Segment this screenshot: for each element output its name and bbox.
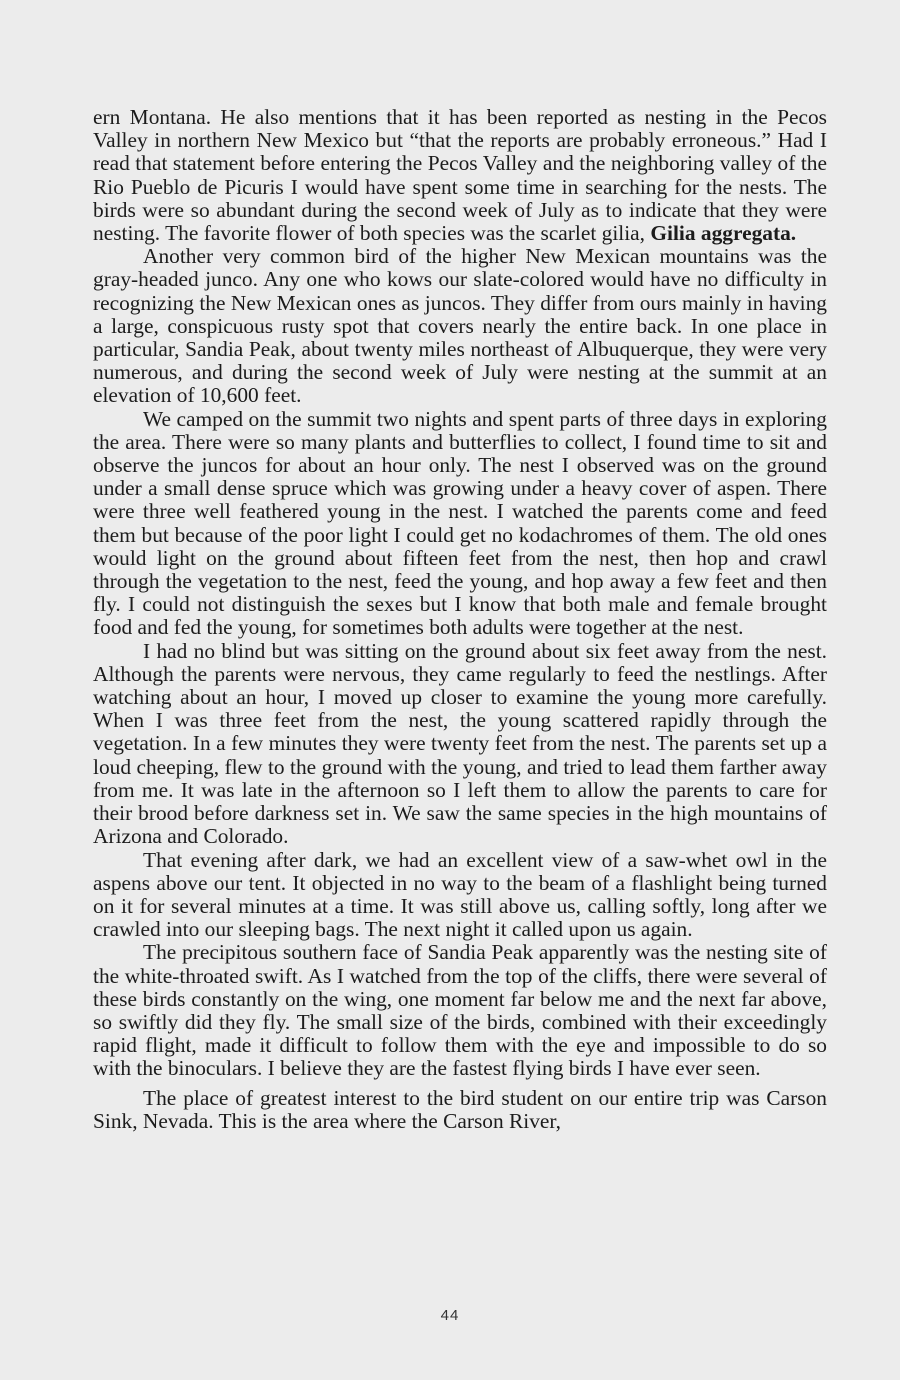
paragraph-6: The precipitous southern face of Sandia Peak apparently was the nesting site of the white-throated swift. As I watched from the top of the cliffs, there were several of these birds constantly on the wing, one moment far below me and the next far above, so swiftly did they fly. The small size of the birds, combined with their exceedingly rapid flight, made it difficult to follow them with the eye and impossible to do so with the binoculars. I believe they are the fastest flying birds I have ever seen. — [93, 940, 827, 1081]
paragraph-1-text: ern Montana. He also mentions that it has been reported as nesting in the Pecos Valley in northern New Mexico but “that the reports are probably erroneous.” Had I read that statement before entering the Pecos Valley and the neighboring valley of the Rio Pueblo de Picuris I would have spent some time in searching for the nests. The birds were so abundant during the second week of July as to indicate that they were nesting. The favorite flower of both species was the scarlet gilia, — [93, 105, 827, 246]
paragraph-2: Another very common bird of the higher New Mexican mountains was the gray-headed junco. Any one who kows our slate-colored would have no difficulty in recognizing the New Mexican ones as juncos. They differ from ours mainly in having a large, conspicuous rusty spot that covers nearly the entire back. In one place in particular, Sandia Peak, about twenty miles northeast of Albuquerque, they were very numerous, and during the second week of July were nesting at the summit at an elevation of 10,600 feet. — [93, 244, 827, 408]
paragraph-1 — [93, 106, 827, 245]
body-text — [93, 106, 827, 1133]
species-name-bold: Gilia aggregata. — [650, 221, 797, 246]
page-number: 44 — [440, 1307, 460, 1324]
paragraph-3: We camped on the summit two nights and spent parts of three days in exploring the area. There were so many plants and butterflies to collect, I found time to sit and observe the juncos for about an hour only. The nest I observed was on the ground under a small dense spruce which was growing under a heavy cover of aspen. There were three well feathered young in the nest. I watched the parents come and feed them but because of the poor light I could get no kodachromes of them. The old ones would light on the ground about fifteen feet from the nest, then hop and crawl through the vegetation to the nest, feed the young, and hop away a few feet and then fly. I could not distinguish the sexes but I know that both male and female brought food and fed the young, for sometimes both adults were together at the nest. — [93, 406, 827, 640]
paragraph-4: I had no blind but was sitting on the ground about six feet away from the nest. Although the parents were nervous, they came regularly to feed the nestlings. After watching about an hour, I moved up closer to examine the young more carefully. When I was three feet from the nest, the young scattered rapidly through the vegetation. In a few minutes they were twenty feet from the nest. The parents set up a loud cheeping, flew to the ground with the young, and tried to lead them farther away from me. It was late in the afternoon so I left them to allow the parents to care for their brood before darkness set in. We saw the same species in the high mountains of Arizona and Colorado. — [93, 638, 827, 849]
paragraph-5: That evening after dark, we had an excellent view of a saw-whet owl in the aspens above our tent. It objected in no way to the beam of a flashlight being turned on it for several minutes at a time. It was still above us, calling softly, long after we crawled into our sleeping bags. The next night it called upon us again. — [93, 847, 827, 942]
paragraph-7: The place of greatest interest to the bird student on our entire trip was Carson Sink, Nevada. This is the area where the Carson River, — [93, 1085, 827, 1133]
